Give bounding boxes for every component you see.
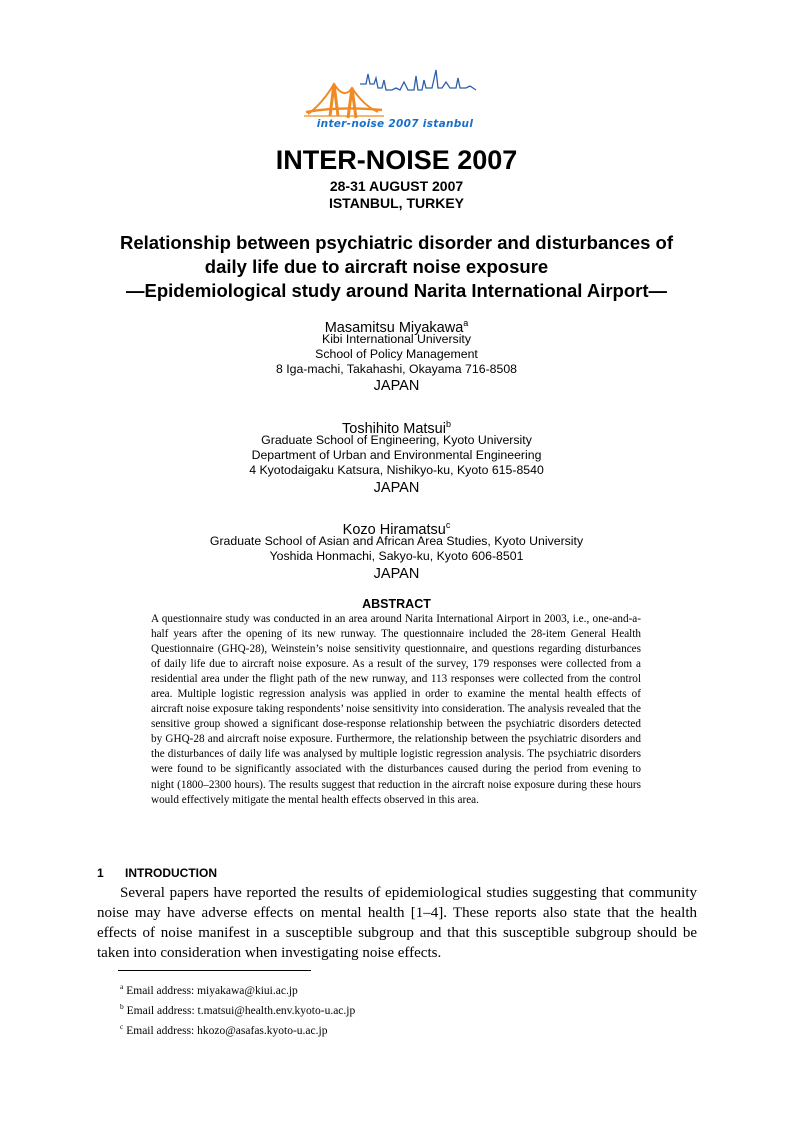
footnote-text: Email address: miyakawa@kiui.ac.jp — [126, 984, 298, 997]
footnote — [120, 979, 355, 999]
logo-caption: inter-noise 2007 istanbul — [316, 118, 474, 130]
footnote — [120, 999, 355, 1019]
paper-title — [0, 231, 793, 303]
author-name-text: Masamitsu Miyakawa — [324, 319, 464, 336]
author-affiliation: Yoshida Honmachi, Sakyo-ku, Kyoto 606-8501 — [269, 549, 524, 563]
conference-dates: 28-31 AUGUST 2007 — [329, 178, 464, 194]
section-number: 1 — [97, 866, 104, 880]
paper-title-line: daily life due to aircraft noise exposure — [204, 256, 549, 277]
abstract-text: A questionnaire study was conducted in an area around Narita International Airport in 2003, i.e., one-and-a-half years after the opening of its new runway. The questionnaire included the 28-item General Health Questionnaire (GHQ-28), Weinstein’s noise sensitivity questionnaire, and questions regarding disturbances of daily life due to aircraft noise exposure. As a result of the survey, 179 responses were collected from a residential area under the flight path of the new runway, and 113 responses were collected from the control area. Multiple logistic regression analysis was applied in order to examine the mental health effects of aircraft noise exposure taking respondents’ noise sensitivity into consideration. The analysis revealed that the sensitive group showed a significant dose-response relationship between the psychiatric disorders detected by GHQ-28 and aircraft noise exposure. Furthermore, the relationship between the psychiatric disorders and the disturbances of daily life was analysed by multiple logistic regression analysis. The psychiatric disorders were found to be significantly associated with the disturbances caused during the period from evening to night (1800–2300 hours). The results suggest that reduction in the aircraft noise exposure during these hours would effectively mitigate the mental health effects observed in this area. — [151, 613, 641, 806]
section-title: INTRODUCTION — [125, 866, 217, 880]
footnote-rule — [118, 970, 311, 971]
footnote-text: Email address: hkozo@asafas.kyoto-u.ac.jp — [126, 1024, 328, 1037]
author-affiliation: 8 Iga-machi, Takahashi, Okayama 716-8508 — [275, 362, 518, 376]
section-heading — [97, 866, 217, 880]
footnotes — [120, 979, 355, 1038]
author-affiliation: Kibi International University — [322, 332, 471, 346]
author-name-text: Kozo Hiramatsu — [342, 521, 446, 538]
author-mark: c — [445, 520, 451, 530]
author-affiliation: Graduate School of Engineering, Kyoto University — [261, 433, 532, 447]
author-name-text: Toshihito Matsui — [342, 420, 446, 437]
footnote-mark: c — [120, 1021, 124, 1031]
bridge-deck — [306, 108, 382, 112]
introduction-paragraph: Several papers have reported the results of epidemiological studies suggesting that community noise may have adverse effects on mental health [1–4]. These reports also state that the health effects of noise manifest in a susceptible subgroup and that this susceptible subgroup should be taken into consideration when investigating noise effects. — [97, 885, 697, 961]
author-affiliation: Department of Urban and Environmental Engineering — [251, 448, 542, 462]
skyline-line — [360, 70, 476, 90]
footnote-mark: b — [120, 1001, 124, 1011]
paper-title-line: —Epidemiological study around Narita International Airport— — [125, 280, 667, 301]
footnote-text: Email address: t.matsui@health.env.kyoto-u.ac.jp — [126, 1004, 356, 1017]
footnote — [120, 1019, 355, 1039]
author-mark: b — [445, 419, 451, 429]
author-affiliation: Graduate School of Asian and African Area Studies, Kyoto University — [209, 534, 584, 548]
author-affiliation: 4 Kyotodaigaku Katsura, Nishikyo-ku, Kyoto 615-8540 — [249, 463, 544, 477]
paper-title-line: Relationship between psychiatric disorder and disturbances of — [119, 232, 674, 253]
conference-title: INTER-NOISE 2007 — [275, 145, 518, 175]
author-mark: a — [463, 318, 469, 328]
author-affiliation: School of Policy Management — [315, 347, 478, 361]
author-country: JAPAN — [373, 378, 420, 394]
author-country: JAPAN — [373, 566, 420, 582]
conference-location: ISTANBUL, TURKEY — [328, 195, 465, 211]
author-country: JAPAN — [373, 480, 420, 496]
abstract-heading: ABSTRACT — [362, 597, 431, 611]
footnote-mark: a — [120, 982, 124, 991]
